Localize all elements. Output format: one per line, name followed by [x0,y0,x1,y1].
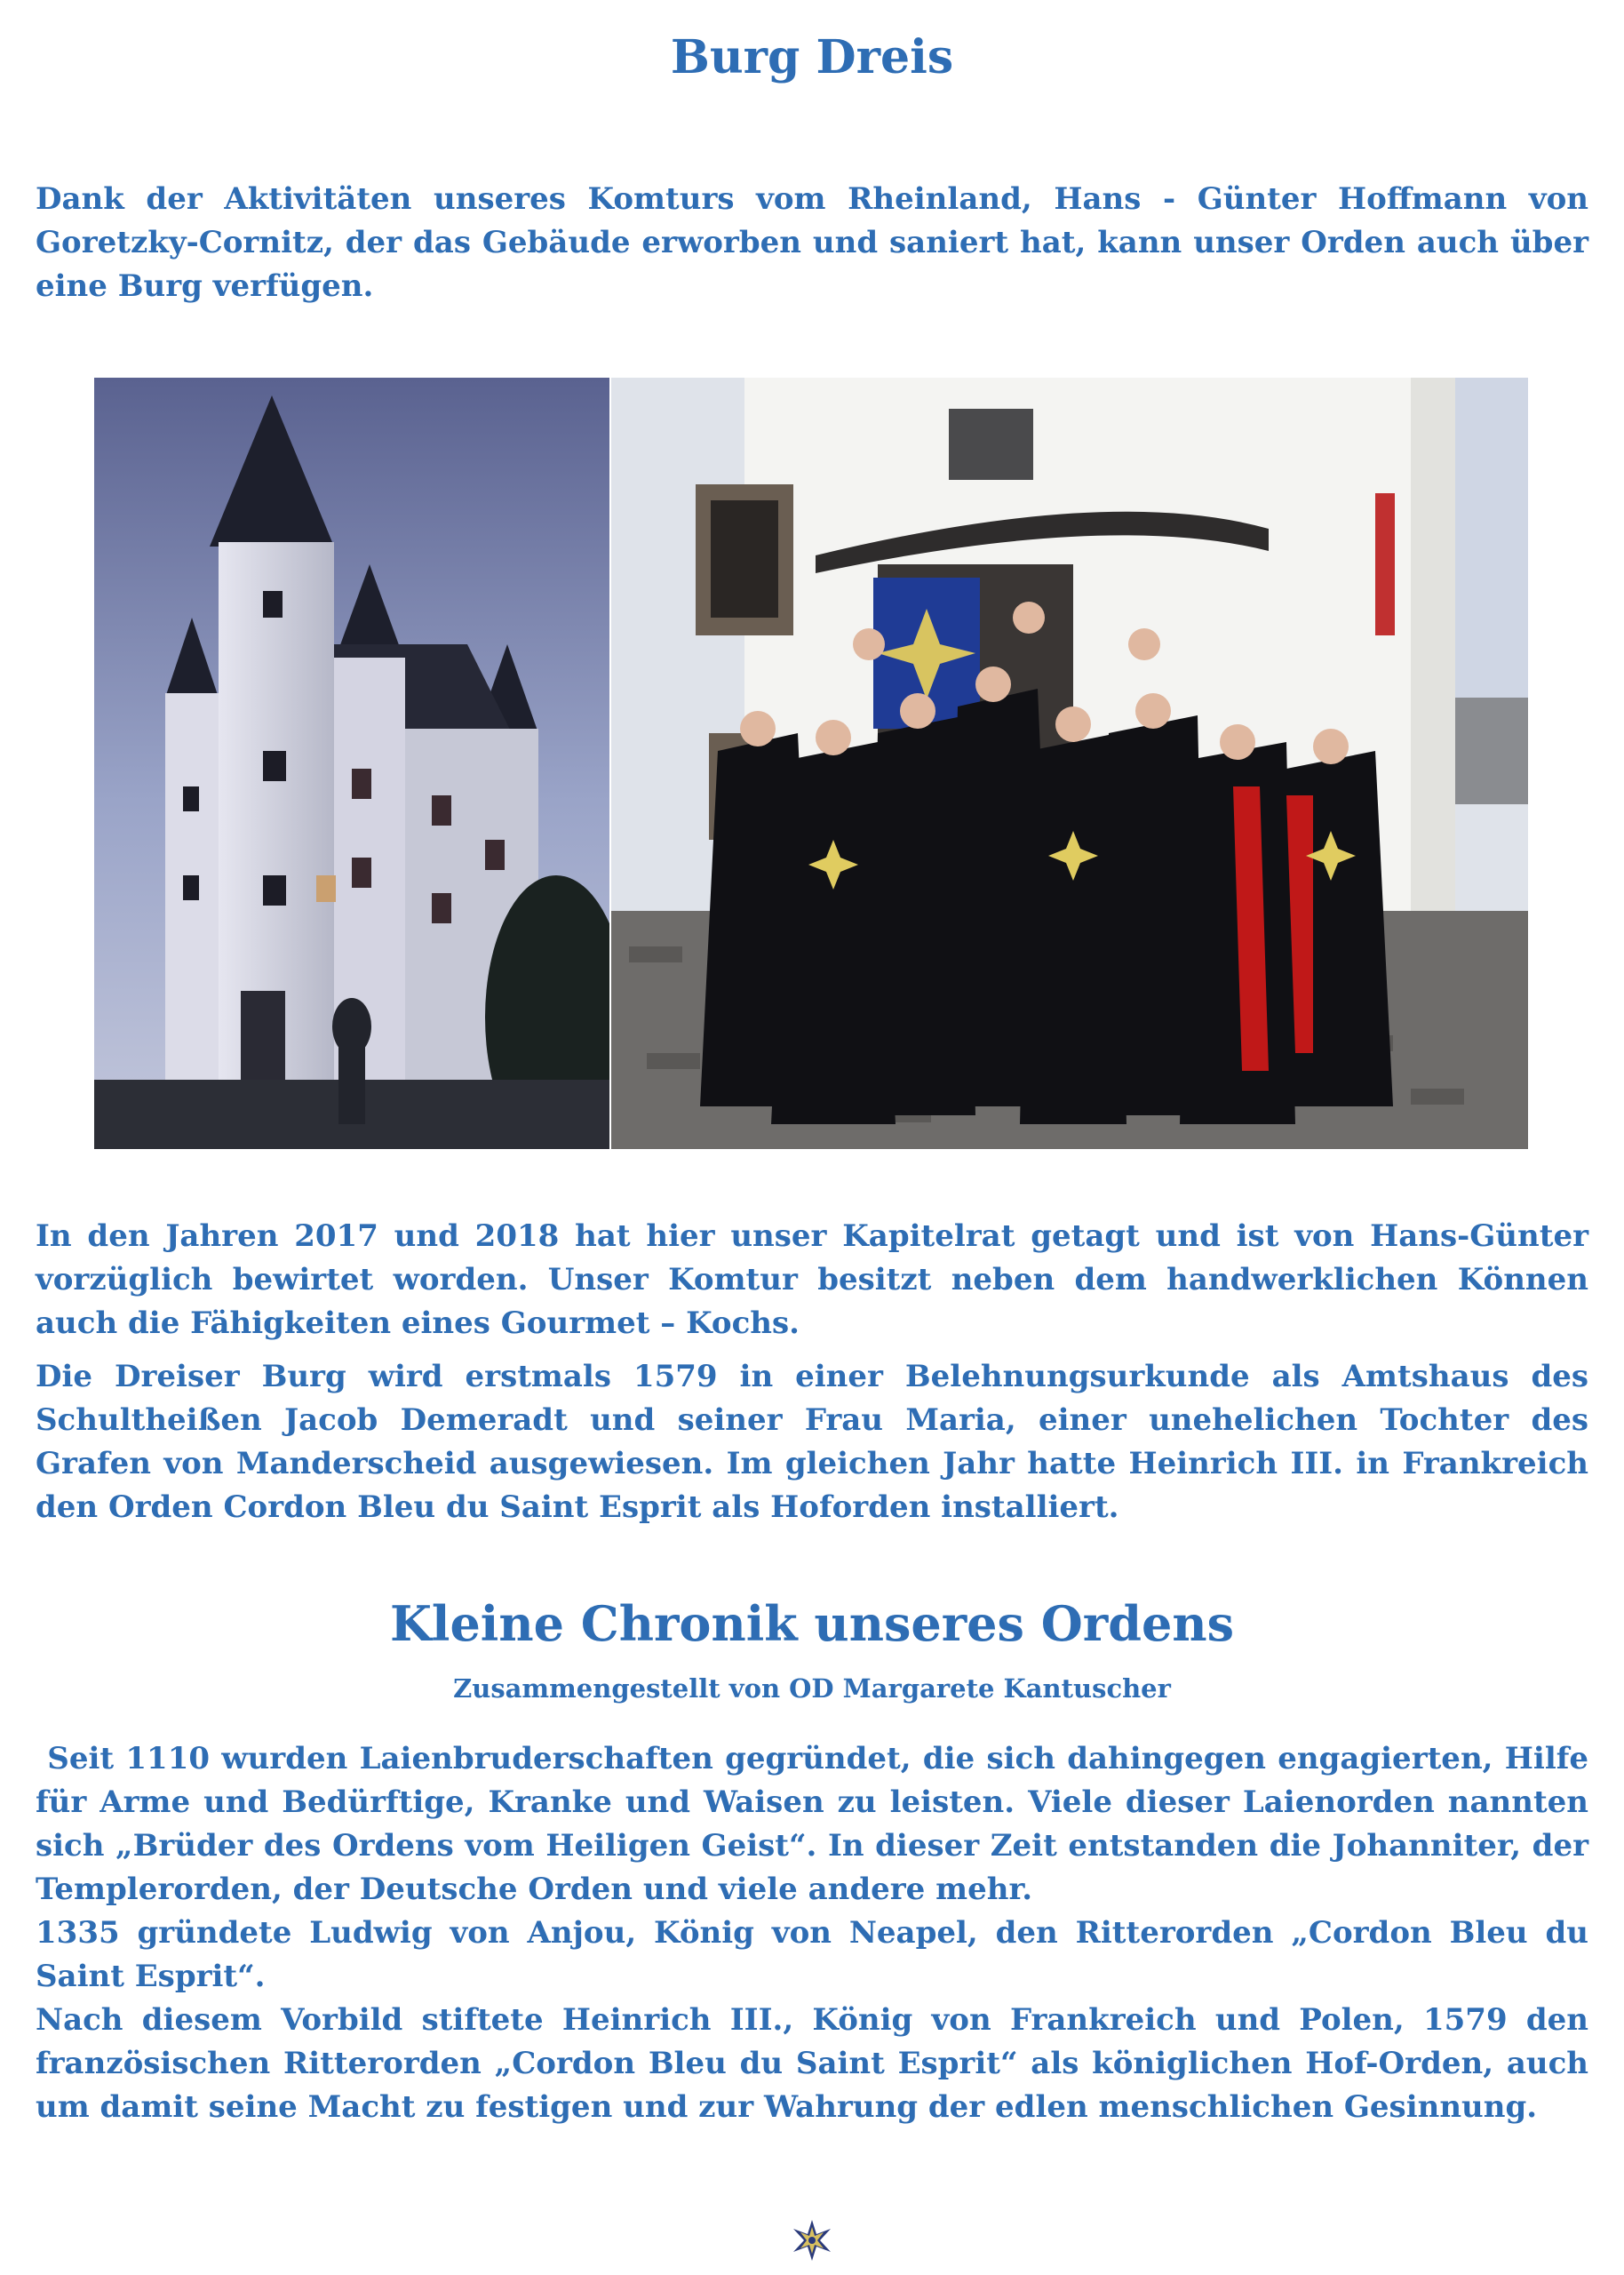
chronik-paragraph-3: Nach diesem Vorbild stiftete Heinrich III., König von Frankreich und Polen, 1579 den französischen Ritterorden „Cordon Bleu du Saint Esprit“ als königlichen Hof-Orden, auch um damit seine Macht zu festigen und zur Wahrung der edlen menschlichen Gesinnung. [36,2002,1588,2125]
chronik-paragraph-2: 1335 gründete Ludwig von Anjou, König von Neapel, den Ritterorden „Cordon Bleu du Saint Esprit“. [36,1915,1588,1994]
order-members-group-photo [611,378,1528,1149]
kapitelrat-paragraph: In den Jahren 2017 und 2018 hat hier unser Kapitelrat getagt und ist von Hans-Günter vorzüglich bewirtet worden. Unser Komtur besitzt neben dem handwerklichen Können auch die Fähigkeiten eines Gourmet – Kochs. [36,1218,1588,1341]
order-star-icon [790,2218,834,2263]
chronik-body [36,1737,1599,2129]
chronik-paragraph-1: Seit 1110 wurden Laienbruderschaften gegründet, die sich dahingegen engagierten, Hilfe für Arme und Bedürftige, Kranke und Waisen zu leisten. Viele dieser Laienorden nannten sich „Brüder des Ordens vom Heiligen Geist“. In dieser Zeit entstanden die Johanniter, der Templerorden, der Deutsche Orden und viele andere mehr. [36,1741,1599,1907]
chronik-subtitle: Zusammengestellt von OD Margarete Kantuscher [453,1673,1171,1704]
intro-paragraph: Dank der Aktivitäten unseres Komturs vom Rheinland, Hans - Günter Hoffmann von Goretzky-Cornitz, der das Gebäude erworben und saniert hat, kann unser Orden auch über eine Burg verfügen. [36,181,1588,304]
castle-tower-photo [94,378,609,1149]
chronik-title: Kleine Chronik unseres Ordens [390,1595,1234,1652]
page-title: Burg Dreis [670,30,954,84]
history-paragraph: Die Dreiser Burg wird erstmals 1579 in einer Belehnungsurkunde als Amtshaus des Schultheißen Jacob Demeradt und seiner Frau Maria, einer unehelichen Tochter des Grafen von Manderscheid ausgewiesen. Im gleichen Jahr hatte Heinrich III. in Frankreich den Orden Cordon Bleu du Saint Esprit als Hoforden installiert. [36,1359,1588,1525]
